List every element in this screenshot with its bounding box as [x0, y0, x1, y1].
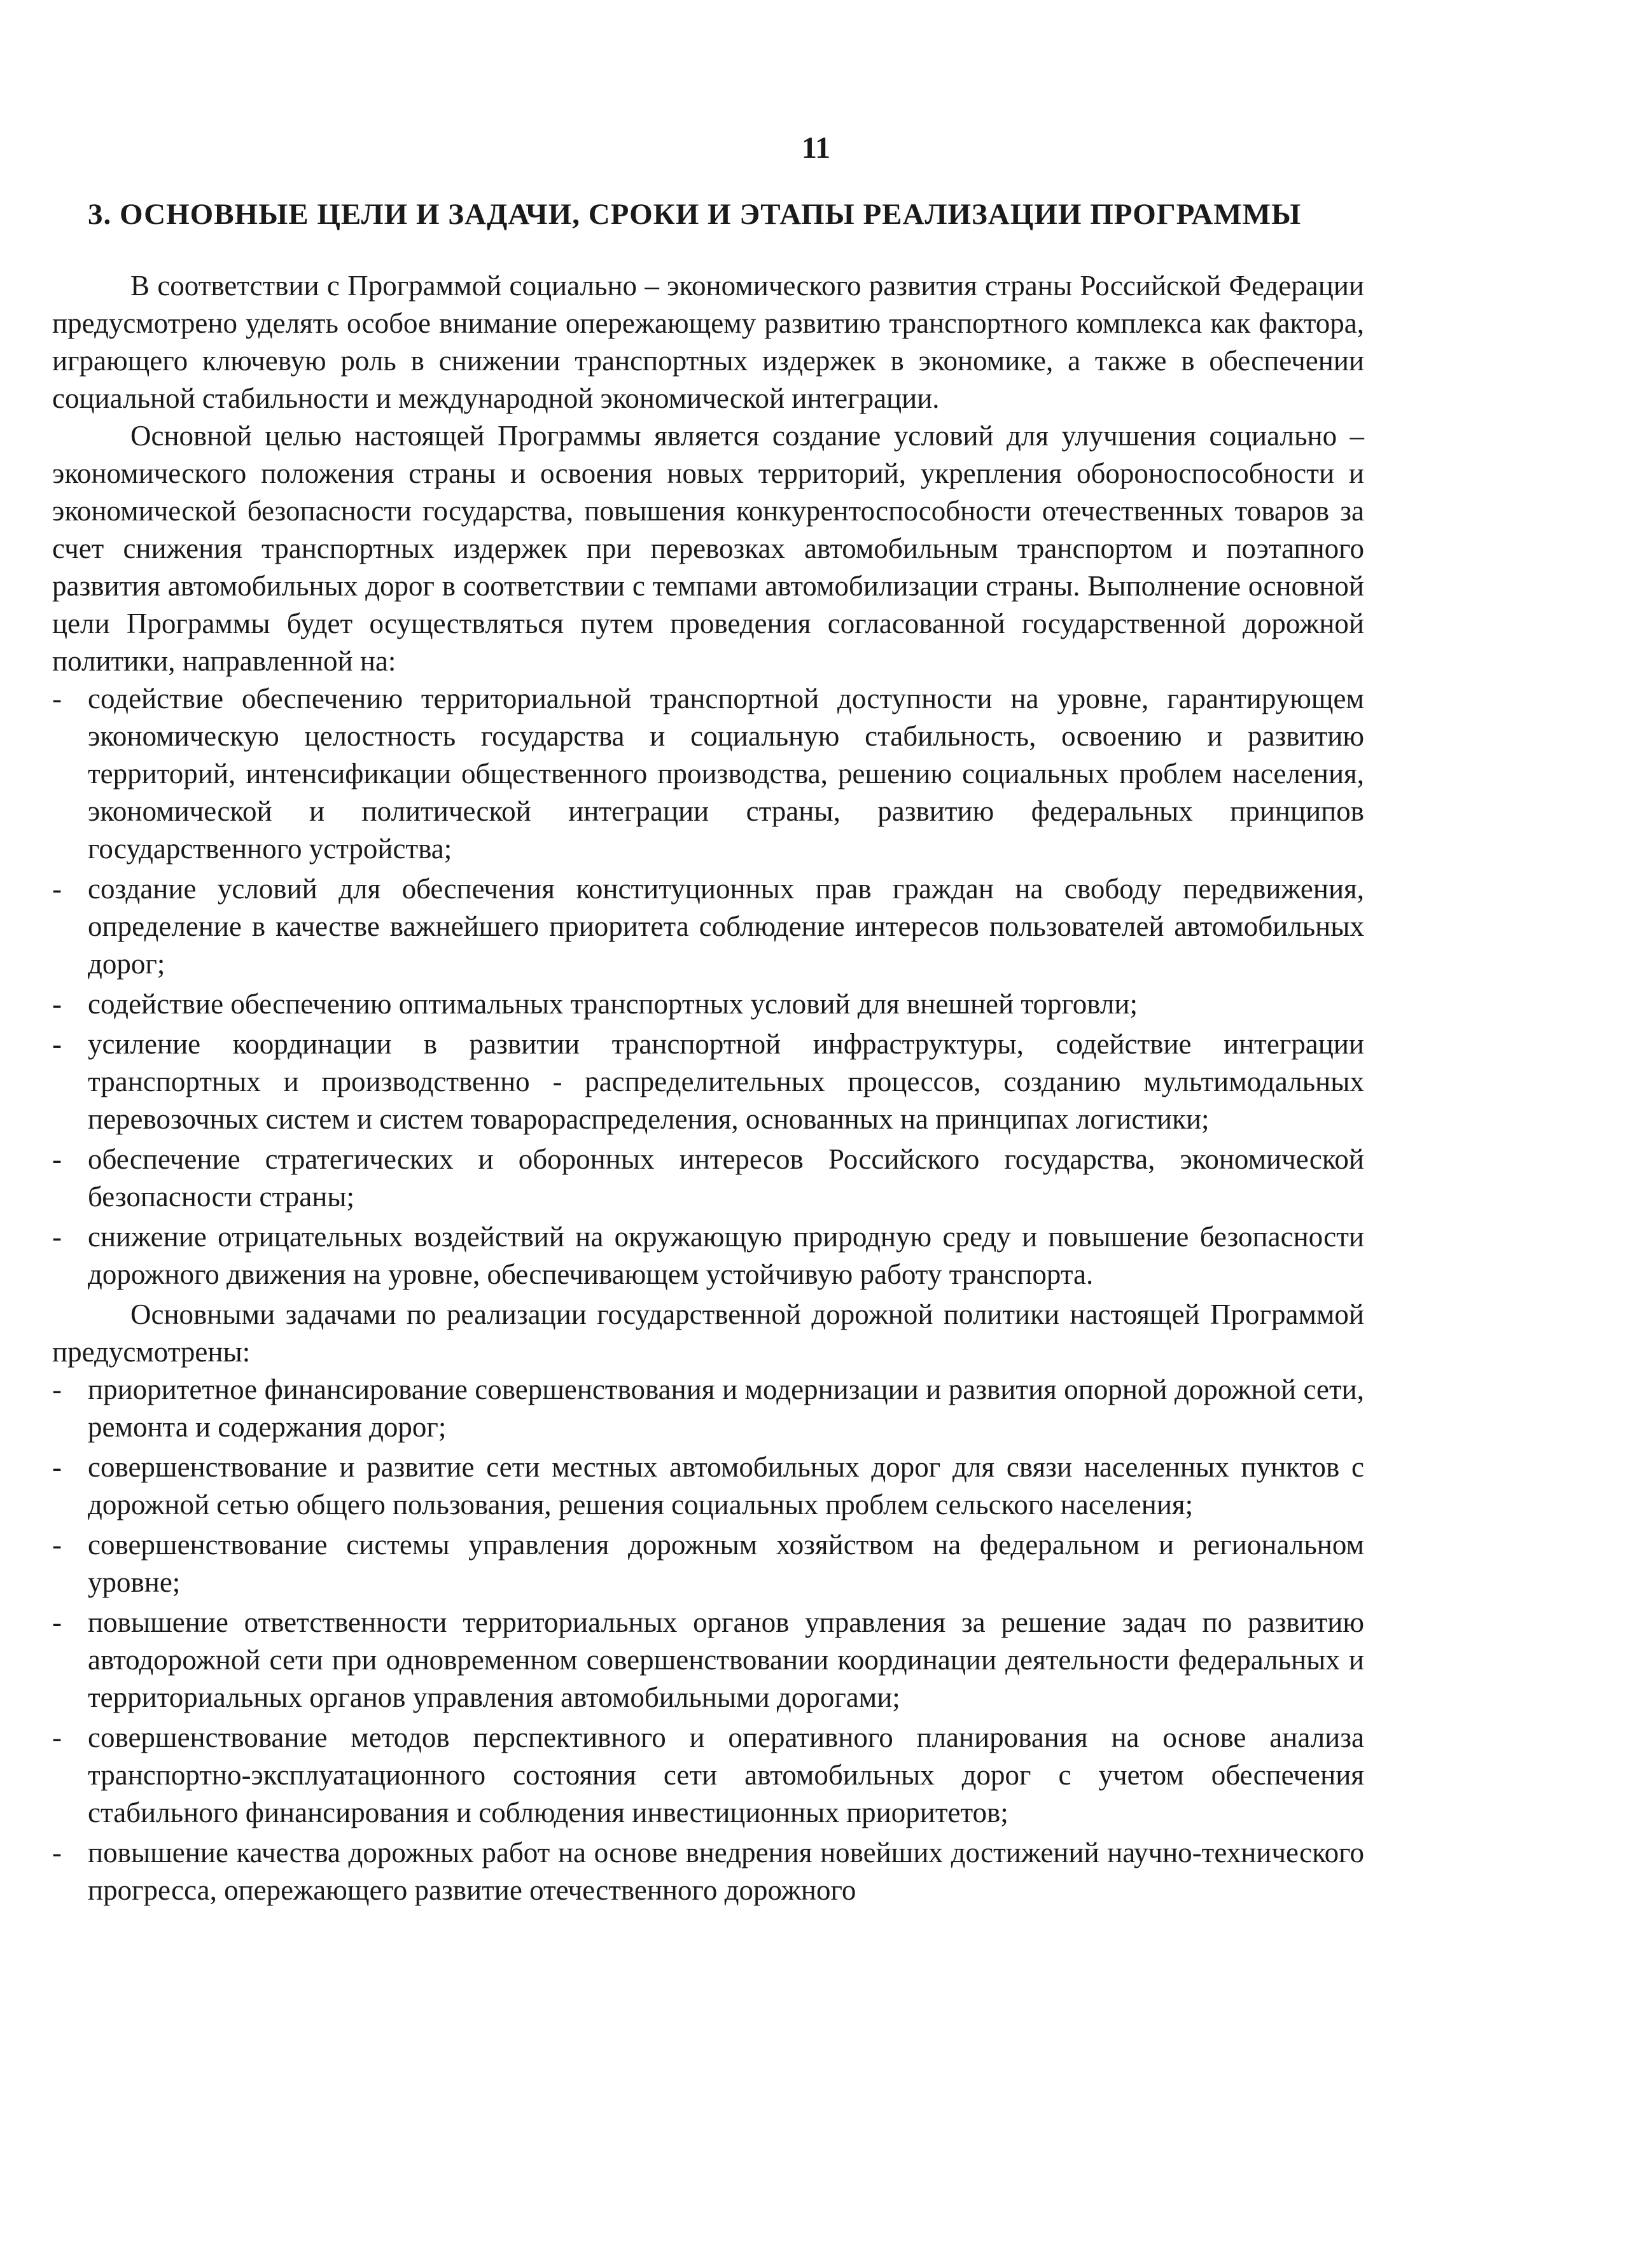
list-item	[52, 1526, 1364, 1601]
list-item	[52, 1834, 1364, 1909]
list-item	[52, 1719, 1364, 1832]
paragraph: Основными задачами по реализации государственной дорожной политики настоящей Программой предусмотрены:	[52, 1298, 1364, 1368]
list-dash: -	[52, 873, 62, 905]
list-item	[52, 870, 1364, 983]
list-item-text: совершенствование и развитие сети местных автомобильных дорог для связи населенных пунктов с дорожной сетью общего пользования, решения социальных проблем сельского населения;	[88, 1451, 1364, 1520]
list-dash: -	[52, 1143, 62, 1175]
list-item-text: повышение качества дорожных работ на основе внедрения новейших достижений научно-технического прогресса, опережающего развитие отечественного дорожного	[88, 1837, 1364, 1906]
list-item-text: содействие обеспечению оптимальных транспортных условий для внешней торговли;	[88, 988, 1138, 1020]
list-dash: -	[52, 1722, 62, 1753]
list-dash: -	[52, 1221, 62, 1253]
goals-list	[52, 680, 1364, 1293]
list-item	[52, 1026, 1364, 1138]
list-item-text: совершенствование системы управления дорожным хозяйством на федеральном и региональном уровне;	[88, 1529, 1364, 1598]
list-item-text: обеспечение стратегических и оборонных интересов Российского государства, экономической безопасности страны;	[88, 1143, 1364, 1213]
list-item-text: содействие обеспечению территориальной транспортной доступности на уровне, гарантирующем экономическую целостность государства и социальную стабильность, освоению и развитию территорий, интенсификации общественного производства, решению социальных проблем населения, экономической и политической интеграции страны, развитию федеральных принципов государственного устройства;	[88, 683, 1364, 865]
list-item-text: снижение отрицательных воздействий на окружающую природную среду и повышение безопасности дорожного движения на уровне, обеспечивающем устойчивую работу транспорта.	[88, 1221, 1364, 1290]
list-dash: -	[52, 683, 62, 714]
list-item-text: усиление координации в развитии транспортной инфраструктуры, содействие интеграции транспортных и производственно - распределительных процессов, созданию мультимодальных перевозочных систем и систем товарораспределения, основанных на принципах логистики;	[88, 1028, 1364, 1135]
list-dash: -	[52, 988, 62, 1020]
paragraph: В соответствии с Программой социально – экономического развития страны Российской Федерации предусмотрено уделять особое внимание опережающему развитию транспортного комплекса как фактора, играющего ключевую роль в снижении транспортных издержек в экономике, а также в обеспечении социальной стабильности и международной экономической интеграции.	[52, 270, 1364, 414]
page-number: 11	[801, 131, 831, 165]
list-dash: -	[52, 1028, 62, 1060]
section-heading: 3. ОСНОВНЫЕ ЦЕЛИ И ЗАДАЧИ, СРОКИ И ЭТАПЫ РЕАЛИЗАЦИИ ПРОГРАММЫ	[88, 198, 1302, 231]
list-item-text: создание условий для обеспечения конституционных прав граждан на свободу передвижения, определение в качестве важнейшего приоритета соблюдение интересов пользователей автомобильных дорог;	[88, 873, 1364, 980]
list-item-text: приоритетное финансирование совершенствования и модернизации и развития опорной дорожной сети, ремонта и содержания дорог;	[88, 1374, 1364, 1443]
list-item-text: повышение ответственности территориальных органов управления за решение задач по развитию автодорожной сети при одновременном совершенствовании координации деятельности федеральных и территориальных органов управления автомобильными дорогами;	[88, 1606, 1364, 1713]
list-dash: -	[52, 1837, 62, 1868]
list-item	[52, 1604, 1364, 1716]
paragraph: Основной целью настоящей Программы является создание условий для улучшения социально – экономического положения страны и освоения новых территорий, укрепления обороноспособности и экономической безопасности государства, повышения конкурентоспособности отечественных товаров за счет снижения транспортных издержек при перевозках автомобильным транспортом и поэтапного развития автомобильных дорог в соответствии с темпами автомобилизации страны. Выполнение основной цели Программы будет осуществляться путем проведения согласованной государственной дорожной политики, направленной на:	[52, 420, 1364, 677]
list-item-text: совершенствование методов перспективного и оперативного планирования на основе анализа транспортно-эксплуатационного состояния сети автомобильных дорог с учетом обеспечения стабильного финансирования и соблюдения инвестиционных приоритетов;	[88, 1722, 1364, 1828]
document-body	[52, 267, 1364, 1912]
tasks-list	[52, 1371, 1364, 1909]
list-item	[52, 1218, 1364, 1293]
list-dash: -	[52, 1451, 62, 1483]
list-item	[52, 985, 1364, 1023]
list-dash: -	[52, 1529, 62, 1561]
list-item	[52, 1141, 1364, 1216]
list-item	[52, 1449, 1364, 1524]
list-item	[52, 1371, 1364, 1446]
list-item	[52, 680, 1364, 868]
list-dash: -	[52, 1374, 62, 1405]
list-dash: -	[52, 1606, 62, 1638]
